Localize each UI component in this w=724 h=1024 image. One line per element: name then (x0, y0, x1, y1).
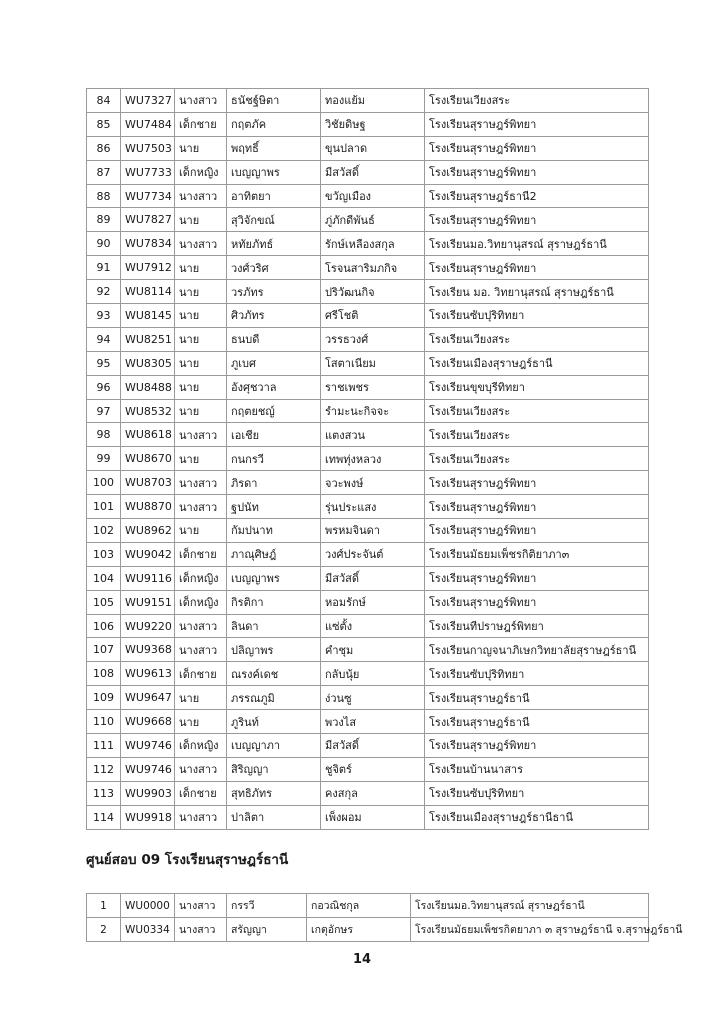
last-name-cell: เกตุอักษร (307, 918, 411, 942)
candidate-id-cell: WU8114 (121, 280, 175, 304)
first-name-cell: ภรรณภูมิ (227, 686, 321, 710)
candidate-id-cell: WU9903 (121, 781, 175, 805)
row-number-cell: 91 (87, 256, 121, 280)
school-name-cell: โรงเรียนสุราษฎร์พิทยา (425, 256, 649, 280)
candidate-id-cell: WU7912 (121, 256, 175, 280)
table-row (87, 805, 649, 829)
table-row (87, 375, 649, 399)
school-name-cell: โรงเรียนสุราษฎร์ธานี (425, 686, 649, 710)
table-row (87, 327, 649, 351)
school-name-cell: โรงเรียนสุราษฎร์พิทยา (425, 471, 649, 495)
table-row (87, 918, 649, 942)
table-row (87, 471, 649, 495)
candidate-id-cell: WU8870 (121, 495, 175, 519)
last-name-cell: กลับนุ้ย (321, 662, 425, 686)
title-prefix-cell: นางสาว (175, 89, 227, 113)
candidate-id-cell: WU8703 (121, 471, 175, 495)
table-row (87, 256, 649, 280)
school-name-cell: โรงเรียนเวียงสระ (425, 327, 649, 351)
title-prefix-cell: นาย (175, 710, 227, 734)
row-number-cell: 92 (87, 280, 121, 304)
candidate-id-cell: WU8962 (121, 519, 175, 543)
row-number-cell: 1 (87, 894, 121, 918)
table-row (87, 89, 649, 113)
table-row (87, 160, 649, 184)
school-name-cell: โรงเรียนเมืองสุราษฎร์ธานี (425, 351, 649, 375)
last-name-cell: พวงไส (321, 710, 425, 734)
candidate-id-cell: WU9668 (121, 710, 175, 734)
candidate-id-cell: WU9151 (121, 590, 175, 614)
table-row (87, 351, 649, 375)
school-name-cell: โรงเรียนสุราษฎร์ธานี (425, 710, 649, 734)
candidate-id-cell: WU9042 (121, 542, 175, 566)
table-row (87, 781, 649, 805)
first-name-cell: ภาณุศิษฎ์ (227, 542, 321, 566)
first-name-cell: ธนบดี (227, 327, 321, 351)
last-name-cell: โรจนสาริมภกิจ (321, 256, 425, 280)
last-name-cell: แตงสวน (321, 423, 425, 447)
school-name-cell: โรงเรียนบ้านนาสาร (425, 757, 649, 781)
last-name-cell: คำชุม (321, 638, 425, 662)
first-name-cell: ฐปนัท (227, 495, 321, 519)
last-name-cell: รักษ์เหลืองสกุล (321, 232, 425, 256)
first-name-cell: ปลิญาพร (227, 638, 321, 662)
title-prefix-cell: นาย (175, 399, 227, 423)
title-prefix-cell: นาย (175, 351, 227, 375)
row-number-cell: 88 (87, 184, 121, 208)
table-row (87, 399, 649, 423)
candidate-id-cell: WU9368 (121, 638, 175, 662)
row-number-cell: 114 (87, 805, 121, 829)
last-name-cell: ขุนปลาด (321, 136, 425, 160)
row-number-cell: 111 (87, 734, 121, 758)
table-row (87, 184, 649, 208)
row-number-cell: 95 (87, 351, 121, 375)
last-name-cell: รำมะนะกิจจะ (321, 399, 425, 423)
first-name-cell: วงศ์วริศ (227, 256, 321, 280)
title-prefix-cell: เด็กชาย (175, 112, 227, 136)
school-name-cell: โรงเรียนขุขบุรีทิทยา (425, 375, 649, 399)
school-name-cell: โรงเรียนสุราษฎร์ธานี2 (425, 184, 649, 208)
table-row (87, 447, 649, 471)
row-number-cell: 89 (87, 208, 121, 232)
school-name-cell: โรงเรียนเวียงสระ (425, 89, 649, 113)
last-name-cell: กอวณิชกุล (307, 894, 411, 918)
table-row (87, 638, 649, 662)
table-row (87, 590, 649, 614)
section-heading: ศูนย์สอบ 09 โรงเรียนสุราษฎร์ธานี (86, 852, 289, 868)
school-name-cell: โรงเรียนทีปราษฎร์พิทยา (425, 614, 649, 638)
title-prefix-cell: นาย (175, 208, 227, 232)
row-number-cell: 87 (87, 160, 121, 184)
candidate-id-cell: WU7827 (121, 208, 175, 232)
school-name-cell: โรงเรียนซับปุริทิทยา (425, 662, 649, 686)
last-name-cell: วิชัยดิษฐ (321, 112, 425, 136)
last-name-cell: รุ่นประแสง (321, 495, 425, 519)
first-name-cell: พฤทธิ์ (227, 136, 321, 160)
table-row (87, 894, 649, 918)
candidate-id-cell: WU8488 (121, 375, 175, 399)
first-name-cell: กิรติกา (227, 590, 321, 614)
page-number: 14 (352, 952, 372, 967)
first-name-cell: เอเชีย (227, 423, 321, 447)
school-name-cell: โรงเรียน มอ. วิทยานุสรณ์ สุราษฎร์ธานี (425, 280, 649, 304)
last-name-cell: ง่วนซู (321, 686, 425, 710)
title-prefix-cell: นางสาว (175, 423, 227, 447)
last-name-cell: เทพทุ่งหลวง (321, 447, 425, 471)
title-prefix-cell: นางสาว (175, 232, 227, 256)
row-number-cell: 104 (87, 566, 121, 590)
last-name-cell: เพ็งผอม (321, 805, 425, 829)
row-number-cell: 86 (87, 136, 121, 160)
first-name-cell: กฤตภัค (227, 112, 321, 136)
title-prefix-cell: เด็กหญิง (175, 160, 227, 184)
title-prefix-cell: นาย (175, 280, 227, 304)
candidate-id-cell: WU8145 (121, 304, 175, 328)
first-name-cell: เบญญาพร (227, 566, 321, 590)
candidate-id-cell: WU7503 (121, 136, 175, 160)
candidate-table-body (87, 89, 649, 830)
table-row (87, 208, 649, 232)
candidate-id-cell: WU8618 (121, 423, 175, 447)
school-name-cell: โรงเรียนเวียงสระ (425, 399, 649, 423)
last-name-cell: ภู่ภักดีพันธ์ (321, 208, 425, 232)
first-name-cell: สุวิจักขณ์ (227, 208, 321, 232)
table-row (87, 542, 649, 566)
row-number-cell: 106 (87, 614, 121, 638)
first-name-cell: ภิรดา (227, 471, 321, 495)
first-name-cell: ภูเบศ (227, 351, 321, 375)
row-number-cell: 85 (87, 112, 121, 136)
title-prefix-cell: นางสาว (175, 805, 227, 829)
table-row (87, 757, 649, 781)
first-name-cell: สิริญญา (227, 757, 321, 781)
first-name-cell: ธนัชฐ์ษิตา (227, 89, 321, 113)
title-prefix-cell: นาย (175, 375, 227, 399)
title-prefix-cell: นางสาว (175, 918, 227, 942)
table-row (87, 710, 649, 734)
candidate-id-cell: WU8670 (121, 447, 175, 471)
school-name-cell: โรงเรียนสุราษฎร์พิทยา (425, 495, 649, 519)
last-name-cell: คงสกุล (321, 781, 425, 805)
last-name-cell: มีสวัสดิ์ (321, 160, 425, 184)
first-name-cell: ณรงค์เดช (227, 662, 321, 686)
title-prefix-cell: เด็กหญิง (175, 590, 227, 614)
title-prefix-cell: เด็กชาย (175, 781, 227, 805)
first-name-cell: ศิวภัทร (227, 304, 321, 328)
title-prefix-cell: นาย (175, 136, 227, 160)
candidate-id-cell: WU9918 (121, 805, 175, 829)
first-name-cell: อาทิตยา (227, 184, 321, 208)
school-name-cell: โรงเรียนกาญจนาภิเษกวิทยาลัยสุราษฎร์ธานี (425, 638, 649, 662)
first-name-cell: กัมปนาท (227, 519, 321, 543)
last-name-cell: พรหมจินดา (321, 519, 425, 543)
candidate-id-cell: WU0000 (121, 894, 175, 918)
table-row (87, 662, 649, 686)
row-number-cell: 113 (87, 781, 121, 805)
candidate-id-cell: WU7834 (121, 232, 175, 256)
first-name-cell: สุทธิภัทร (227, 781, 321, 805)
title-prefix-cell: นางสาว (175, 614, 227, 638)
title-prefix-cell: นางสาว (175, 638, 227, 662)
school-name-cell: โรงเรียนสุราษฎร์พิทยา (425, 208, 649, 232)
school-name-cell: โรงเรียนมอ.วิทยานุสรณ์ สุราษฎร์ธานี (425, 232, 649, 256)
row-number-cell: 100 (87, 471, 121, 495)
first-name-cell: เบญญาภา (227, 734, 321, 758)
last-name-cell: ขวัญเมือง (321, 184, 425, 208)
first-name-cell: ลินดา (227, 614, 321, 638)
exam-center-table-body (87, 894, 683, 942)
row-number-cell: 96 (87, 375, 121, 399)
school-name-cell: โรงเรียนมัธยมเพ็ชรกิตยาภา ๓ สุราษฎร์ธานี จ.สุราษฎร์ธานี (411, 918, 649, 942)
school-name-cell: โรงเรียนซับปุริทิทยา (425, 304, 649, 328)
last-name-cell: ทองแย้ม (321, 89, 425, 113)
table-row (87, 136, 649, 160)
first-name-cell: หทัยภัทธ์ (227, 232, 321, 256)
row-number-cell: 101 (87, 495, 121, 519)
row-number-cell: 105 (87, 590, 121, 614)
candidate-id-cell: WU9220 (121, 614, 175, 638)
title-prefix-cell: เด็กชาย (175, 542, 227, 566)
row-number-cell: 97 (87, 399, 121, 423)
school-name-cell: โรงเรียนสุราษฎร์พิทยา (425, 160, 649, 184)
table-row (87, 304, 649, 328)
first-name-cell: เบญญาพร (227, 160, 321, 184)
first-name-cell: กนกรวี (227, 447, 321, 471)
last-name-cell: ราชเพชร (321, 375, 425, 399)
last-name-cell: มีสวัสดิ์ (321, 734, 425, 758)
last-name-cell: ปริวัฒนกิจ (321, 280, 425, 304)
title-prefix-cell: นางสาว (175, 184, 227, 208)
table-row (87, 566, 649, 590)
table-row (87, 280, 649, 304)
last-name-cell: ศรีโชติ (321, 304, 425, 328)
first-name-cell: ภูรินท์ (227, 710, 321, 734)
last-name-cell: ชูจิตร์ (321, 757, 425, 781)
candidate-id-cell: WU0334 (121, 918, 175, 942)
first-name-cell: อังศุชวาล (227, 375, 321, 399)
candidate-id-cell: WU7734 (121, 184, 175, 208)
school-name-cell: โรงเรียนมัธยมเพ็ชรกิติยาภา๓ (425, 542, 649, 566)
candidate-id-cell: WU8305 (121, 351, 175, 375)
candidate-id-cell: WU9746 (121, 757, 175, 781)
row-number-cell: 98 (87, 423, 121, 447)
first-name-cell: วรภัทร (227, 280, 321, 304)
first-name-cell: ปาลิตา (227, 805, 321, 829)
candidate-id-cell: WU7484 (121, 112, 175, 136)
row-number-cell: 112 (87, 757, 121, 781)
title-prefix-cell: เด็กชาย (175, 662, 227, 686)
title-prefix-cell: นาย (175, 519, 227, 543)
table-row (87, 232, 649, 256)
candidate-table (86, 88, 649, 830)
row-number-cell: 102 (87, 519, 121, 543)
exam-center-table (86, 893, 683, 942)
row-number-cell: 103 (87, 542, 121, 566)
school-name-cell: โรงเรียนซับปุริทิทยา (425, 781, 649, 805)
candidate-id-cell: WU8532 (121, 399, 175, 423)
candidate-id-cell: WU9116 (121, 566, 175, 590)
first-name-cell: กรรวี (227, 894, 307, 918)
title-prefix-cell: เด็กหญิง (175, 566, 227, 590)
table-row (87, 614, 649, 638)
school-name-cell: โรงเรียนเมืองสุราษฎร์ธานีธานี (425, 805, 649, 829)
table-row (87, 495, 649, 519)
last-name-cell: มีสวัสดิ์ (321, 566, 425, 590)
school-name-cell: โรงเรียนเวียงสระ (425, 423, 649, 447)
row-number-cell: 110 (87, 710, 121, 734)
school-name-cell: โรงเรียนเวียงสระ (425, 447, 649, 471)
last-name-cell: หอมรักษ์ (321, 590, 425, 614)
title-prefix-cell: นาย (175, 686, 227, 710)
title-prefix-cell: นางสาว (175, 495, 227, 519)
title-prefix-cell: นาย (175, 327, 227, 351)
school-name-cell: โรงเรียนสุราษฎร์พิทยา (425, 566, 649, 590)
first-name-cell: สรัญญา (227, 918, 307, 942)
title-prefix-cell: นางสาว (175, 757, 227, 781)
last-name-cell: แซ่ตั้ง (321, 614, 425, 638)
table-row (87, 423, 649, 447)
table-row (87, 519, 649, 543)
row-number-cell: 94 (87, 327, 121, 351)
candidate-id-cell: WU7733 (121, 160, 175, 184)
table-row (87, 112, 649, 136)
row-number-cell: 109 (87, 686, 121, 710)
last-name-cell: จวะพงษ์ (321, 471, 425, 495)
title-prefix-cell: นาย (175, 256, 227, 280)
table-row (87, 686, 649, 710)
title-prefix-cell: นางสาว (175, 894, 227, 918)
last-name-cell: โสตาเนียม (321, 351, 425, 375)
row-number-cell: 90 (87, 232, 121, 256)
school-name-cell: โรงเรียนสุราษฎร์พิทยา (425, 112, 649, 136)
last-name-cell: วรรธวงศ์ (321, 327, 425, 351)
title-prefix-cell: นาย (175, 304, 227, 328)
last-name-cell: วงศ์ประจันต์ (321, 542, 425, 566)
row-number-cell: 108 (87, 662, 121, 686)
title-prefix-cell: เด็กหญิง (175, 734, 227, 758)
candidate-id-cell: WU9647 (121, 686, 175, 710)
row-number-cell: 93 (87, 304, 121, 328)
title-prefix-cell: นางสาว (175, 471, 227, 495)
row-number-cell: 107 (87, 638, 121, 662)
candidate-id-cell: WU8251 (121, 327, 175, 351)
candidate-id-cell: WU9746 (121, 734, 175, 758)
school-name-cell: โรงเรียนสุราษฎร์พิทยา (425, 136, 649, 160)
row-number-cell: 99 (87, 447, 121, 471)
candidate-id-cell: WU9613 (121, 662, 175, 686)
title-prefix-cell: นาย (175, 447, 227, 471)
candidate-id-cell: WU7327 (121, 89, 175, 113)
row-number-cell: 2 (87, 918, 121, 942)
school-name-cell: โรงเรียนสุราษฎร์พิทยา (425, 519, 649, 543)
school-name-cell: โรงเรียนมอ.วิทยานุสรณ์ สุราษฎร์ธานี (411, 894, 649, 918)
school-name-cell: โรงเรียนสุราษฎร์พิทยา (425, 734, 649, 758)
first-name-cell: กฤตยชญ์ (227, 399, 321, 423)
school-name-cell: โรงเรียนสุราษฎร์พิทยา (425, 590, 649, 614)
row-number-cell: 84 (87, 89, 121, 113)
table-row (87, 734, 649, 758)
